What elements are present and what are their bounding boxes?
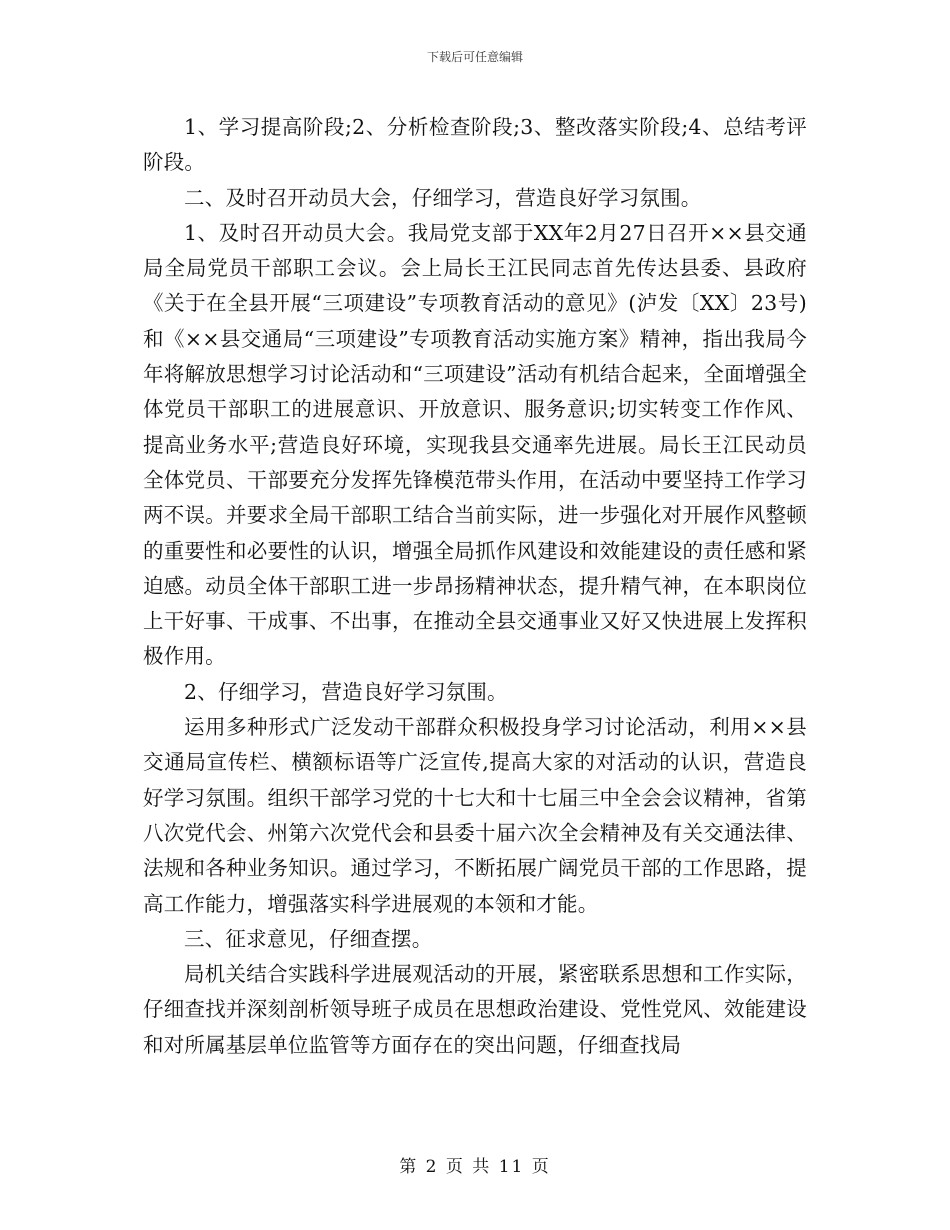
subheading-study: 2、仔细学习，营造良好学习氛围。 [184,679,508,704]
paragraph-review: 局机关结合实践科学进展观活动的开展，紧密联系思想和工作实际，仔细查找并深刻剖析领导班子成员在思想政治建设、党性党风、效能建设和对所属基层单位监管等方面存在的突出问题，仔细查找局 [143,962,807,1057]
section-heading-2: 二、及时召开动员大会，仔细学习，营造良好学习氛围。 [184,185,702,210]
paragraph-study: 运用多种形式广泛发动干部群众积极投身学习讨论活动，利用××县交通局宣传栏、横额标语等广泛宣传,提高大家的对活动的认识，营造良好学习氛围。组织干部学习党的十七大和十七届三中全会会议精神，省第八次党代会、州第六次党代会和县委十届六次全会精神及有关交通法律、法规和各种业务知识。通过学习，不断拓展广阔党员干部的工作思路，提高工作能力，增强落实科学进展观的本领和才能。 [143,715,807,916]
page-number: 第 2 页 共 11 页 [399,1157,551,1177]
section-heading-3: 三、征求意见，仔细查摆。 [184,926,433,951]
document-body [143,110,807,1063]
paragraph-stages: 1、学习提高阶段;2、分析检查阶段;3、整改落实阶段;4、总结考评阶段。 [143,115,807,175]
paragraph-mobilization: 1、及时召开动员大会。我局党支部于XX年2月27日召开××县交通局全局党员干部职工会议。会上局长王江民同志首先传达县委、县政府《关于在全县开展“三项建设”专项教育活动的意见》(泸发〔XX〕23号)和《××县交通局“三项建设”专项教育活动实施方案》精神，指出我局今年将解放思想学习讨论活动和“三项建设”活动有机结合起来，全面增强全体党员干部职工的进展意识、开放意识、服务意识;切实转变工作作风、提高业务水平;营造良好环境，实现我县交通率先进展。局长王江民动员全体党员、干部要充分发挥先锋模范带头作用，在活动中要坚持工作学习两不误。并要求全局干部职工结合当前实际，进一步强化对开展作风整顿的重要性和必要性的认识，增强全局抓作风建设和效能建设的责任感和紧迫感。动员全体干部职工进一步昂扬精神状态，提升精气神，在本职岗位上干好事、干成事、不出事，在推动全县交通事业又好又快进展上发挥积极作用。 [143,220,807,669]
page-header: 下载后可任意编辑 [426,50,523,64]
